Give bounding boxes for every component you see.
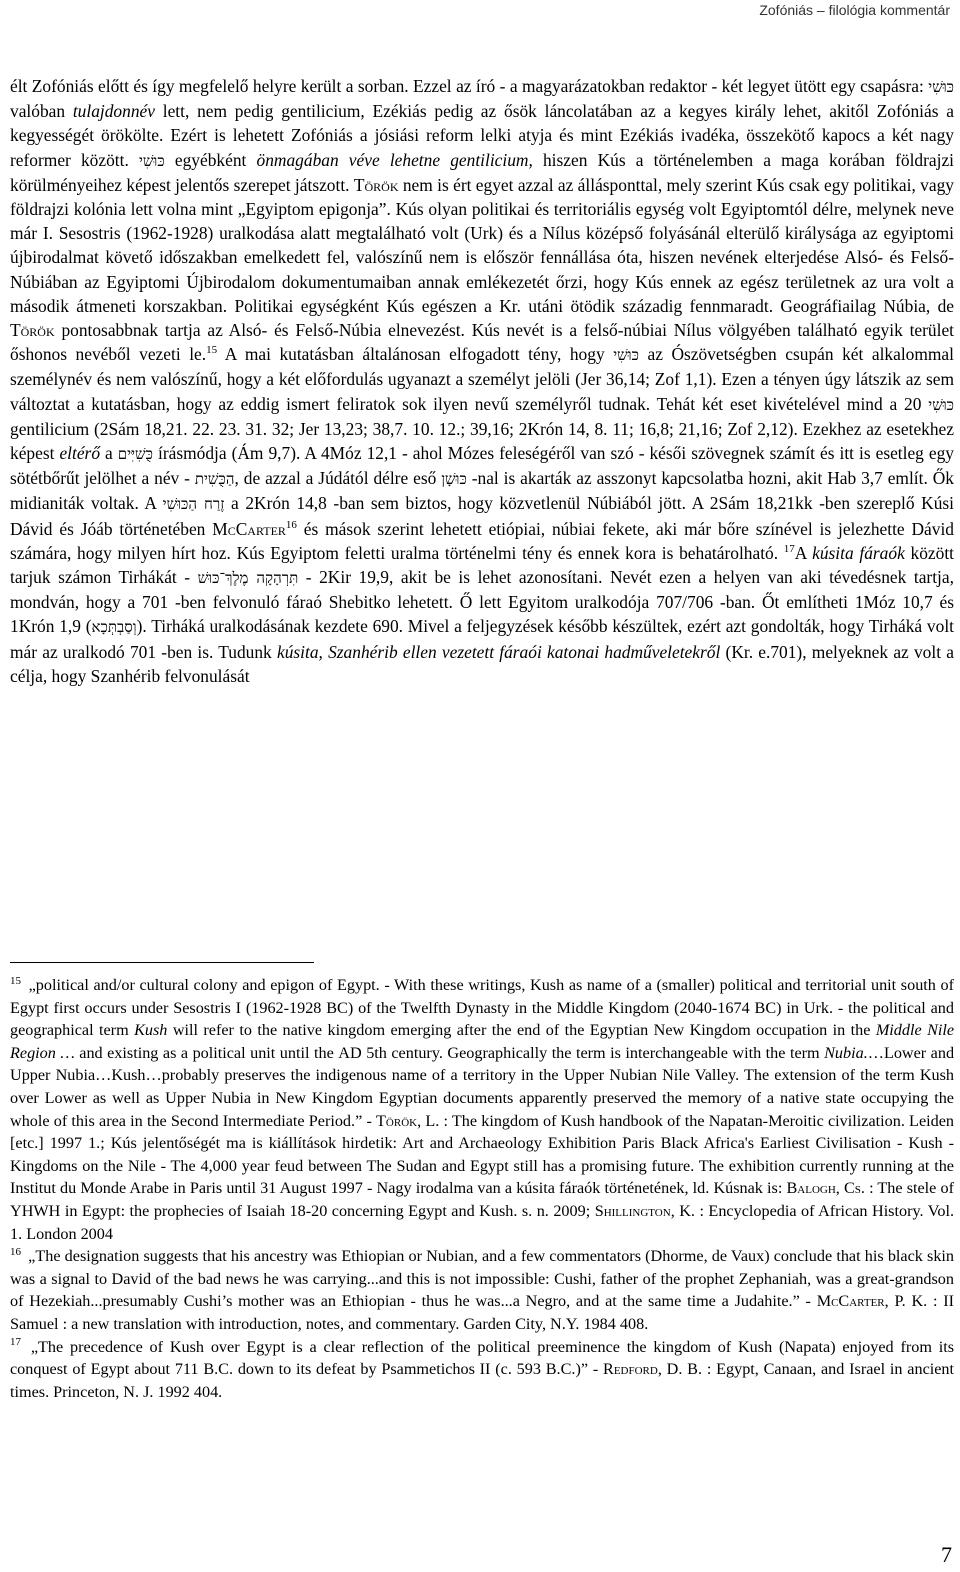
hebrew-term: כּוּשִׁי [613, 346, 639, 365]
main-text [10, 74, 954, 688]
page-number: 7 [941, 1542, 952, 1567]
footnote-ref-16[interactable]: 16 [285, 518, 297, 531]
hebrew-term: תִּרְהָקָה מֶלֶךְ־כּוּשׁ [197, 569, 299, 588]
footnote-17: $^{17}$ „The precedence of Kush over Egypt is a clear reflection of the political preeminence the kingdom of Kush (Napata) enjoyed from its conquest of Egypt about 711 B.C. down to its defeat by Psammetichos II (c. 593 B.C.)” - Redford, D. B. : Egypt, Canaan, and Israel in ancient times. Princeton, N. J. 1992 404. [10, 1336, 955, 1401]
footnote-number: 16 [10, 1245, 21, 1258]
footnote-16: $^{16}$ „The designation suggests that his ancestry was Ethiopian or Nubian, and a few commentators (Dhorme, de Vaux) conclude that his black skin was a signal to David of the bad news he was carrying...and this is not impossible: Cushi, father of the prophet Zephaniah, was a great-grandson of Hezekiah...presumably Cushi’s mother was an Ethiopian - thus he was...a Negro, and at the same time a Judahite.” - McCarter, P. K. : II Samuel : a new translation with introduction, notes, and commentary. Garden City, N.Y. 1984 408. [10, 1245, 955, 1333]
footnote-number: 15 [10, 974, 21, 987]
hebrew-term: כּוּשִׁי [928, 395, 954, 414]
hebrew-term: כּוּשִׁי [928, 78, 954, 96]
footnote-separator [10, 962, 314, 963]
hebrew-term: כּוּשִׁי [138, 151, 165, 170]
body-paragraph: élt Zofóniás előtt és így megfelelő helyre került a sorban. Ezzel az író - a magyarázatokban redaktor - két legyet ütött egy csapásra: כּוּשִׁי valóban tulajdonnév lett, nem pedig gentilicium, Ezékiás pedig az ősök láncolatában az a kegyes király lehet, akitől Zofóniás a kegyességét örökölte. Ezért is lehetett Zofóniás a jósiási reform lelki atyja és mint Ezékiás ivadéka, összekötő kapocs a két nagy reformer között. כּוּשִׁי egyébként önmagában véve lehetne gentilicium, hiszen Kús a történelemben a maga korában földrajzi körülményeihez képest jelentős szerepet játszott. Török nem is ért egyet azzal az állásponttal, mely szerint Kús csak egy politikai, vagy földrajzi kolónia lett volna mint „Egyiptom epigonja”. Kús olyan politikai és territoriális egység volt Egyiptomtól délre, melynek neve már I. Sesostris (1962-1928) uralkodása alatt megtalálható volt (Urk) és a Nílus középső folyásánál elterülő királysága az egyiptomi újbirodalmat követő időszakban emelkedett fel, valószínű nem is először fennállása óta, hiszen nevének elterjedése Alsó- és Felső-Núbiában az Egyiptomi Újbirodalom dokumentumaiban annak emlékezetét őrzi, hogy Kús ennek az egész területnek az ura volt a második átmeneti korszakban. Politikai egységként Kús egészen a Kr. utáni ötödik századig fennmaradt. Geográfiailag Núbia, de Török pontosabbnak tartja az Alsó- és Felső-Núbia elnevezést. Kús nevét is a felső-núbiai Nílus völgyében található egyik terület őshonos nevéből vezeti le.$^{15}$ A mai kutatásban általánosan elfogadott tény, hogy כּוּשִׁי az Ószövetségben csupán két alkalommal személynév és nem valószínű, hogy a két előfordulás ugyanazt a személyt jelöli (Jer 36,14; Zof 1,1). Ezen a tényen úgy látszik az sem változtat a kutatásban, hogy az eddig ismert feliratok sok ilyen nevű személyről tudnak. Tehát két eset kivételével mind a 20 כּוּשִׁי gentilicium (2Sám 18,21. 22. 23. 31. 32; Jer 13,23; 38,7. 10. 12.; 39,16; 2Krón 14, 8. 11; 16,8; 21,16; Zof 2,12). Ezekhez az esetekhez képest eltérő a כֻּשִׁיִּים írásmódja (Ám 9,7). A 4Móz 12,1 - ahol Mózes feleségéről van szó - késői szövegnek számít és itt is esetleg egy sötétbőrűt jelölhet a név - הַכֻּשִׁית, de azzal a Júdától délre eső כּוּשָׁן -nal is akarták az asszonyt kapcsolatba hozni, akit Hab 3,7 említ. Ők midianiták voltak. A זֶרַח הַכּוּשִׁי a 2Krón 14,8 -ban sem biztos, hogy közvetlenül Núbiából jött. A 2Sám 18,21kk -ben szereplő Kúsi Dávid és Jóáb történetében McCarter$^{16}$ és mások szerint lehetett etiópiai, núbiai fekete, aki már bőre színével is jelezhette Dávid számára, hogy milyen hírt hoz. Kús Egyiptom feletti uralma történelmi tény és ennek kora is behatárolható. $^{17}$A kúsita fáraók között tarjuk számon Tirhákát - תִּרְהָקָה מֶלֶךְ־כּוּשׁ - 2Kir 19,9, akit be is lehet azonosítani. Nevét ezen a helyen van aki tévedésnek tartja, mondván, hogy a 701 -ben felvonuló fáraó Shebitko lehetett. Ő lett Egyitom uralkodója 707/706 -ban. Őt említheti 1Móz 10,7 és 1Krón 1,9 (וְסַבְתְּכָא). Tirháká uralkodásának kezdete 690. Mivel a feljegyzések később készültek, ezért azt gondolták, hogy Tirháká volt már az uralkodó 701 -ben is. Tudunk kúsita, Szanhérib ellen vezetett fáraói katonai hadműveletekről (Kr. e.701), melyeknek az volt a célja, hogy Szanhérib felvonulását [10, 76, 955, 686]
hebrew-term: הַכֻּשִׁית [194, 470, 235, 489]
hebrew-term: זֶרַח הַכּוּשִׁי [162, 495, 225, 514]
footnote-number: 17 [10, 1336, 21, 1349]
footnote-ref-17[interactable]: 17 [783, 543, 795, 556]
hebrew-term: כּוּשָׁן [441, 470, 467, 489]
running-header: Zofóniás – filológia kommentár [759, 2, 950, 18]
hebrew-term: וְסַבְתְּכָא [91, 618, 137, 637]
footnote-ref-15[interactable]: 15 [206, 344, 218, 357]
hebrew-term: כֻּשִׁיִּים [117, 445, 153, 464]
footnotes [10, 974, 954, 1403]
footnote-15: $^{15}$ „political and/or cultural colony and epigon of Egypt. - With these writings, Kush as name of a (smaller) political and territorial unit south of Egypt first occurs under Sesostris I (1962-1928 BC) of the Twelfth Dynasty in the Middle Kingdom (2040-1674 BC) in Urk. - the political and geographical term Kush will refer to the native kingdom emerging after the end of the Egyptian New Kingdom occupation in the Middle Nile Region … and existing as a political unit until the AD 5th century. Geographically the term is interchangeable with the term Nubia.…Lower and Upper Nubia…Kush…probably preserves the indigenous name of a territory in the Upper Nubian Nile Valley. The extension of the term Kush over Lower as well as Upper Nubia in New Kingdom Egyptian documents apparently preserved the memory of a native state occupying the whole of this area in the Second Intermediate Period.” - Török, L. : The kingdom of Kush handbook of the Napatan-Meroitic civilization. Leiden [etc.] 1997 1.; Kús jelentőségét ma is kiállítások hirdetik: Art and Archaeology Exhibition Paris Black Africa's Earliest Civilisation - Kush - Kingdoms on the Nile - The 4,000 year feud between The Sudan and Egypt still has a promising future. The exhibition currently running at the Institut du Monde Arabe in Paris until 31 August 1997 - Nagy irodalma van a kúsita fáraók történetének, ld. Kúsnak is: Balogh, Cs. : The stele of YHWH in Egypt: the prophecies of Isaiah 18-20 concerning Egypt and Kush. s. n. 2009; Shillington, K. : Encyclopedia of African History. Vol. 1. London 2004 [10, 974, 955, 1243]
